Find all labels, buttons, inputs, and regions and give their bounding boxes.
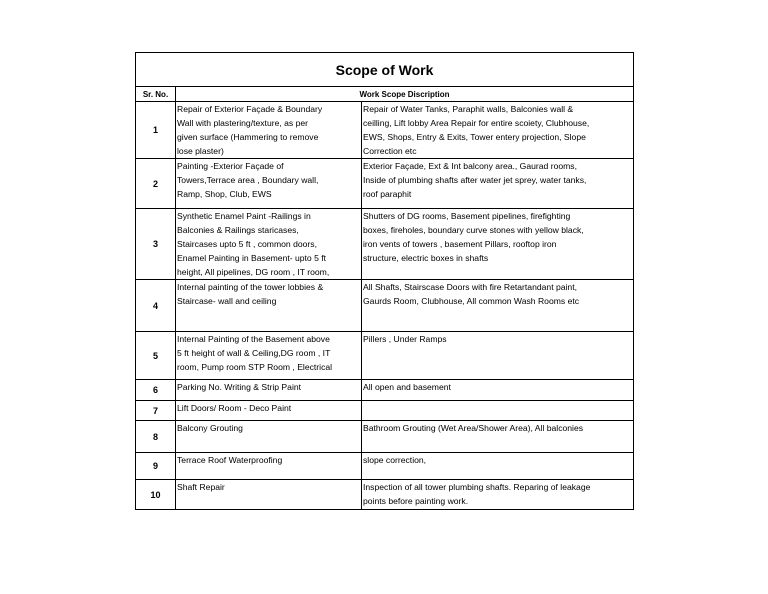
cell-line: Repair of Exterior Façade & Boundary [177,104,323,114]
sr-no-cell: 4 [136,280,176,332]
work-scope-cell [362,102,634,159]
table-row [136,453,634,480]
cell-line: Exterior Façade, Ext & Int balcony area., Gaurad rooms, [363,161,577,171]
cell-line: structure, electric boxes in shafts [363,253,489,263]
table-row [136,380,634,401]
cell-line: Pillers , Under Ramps [363,334,447,344]
sr-no-cell: 10 [136,480,176,510]
sr-no-cell: 3 [136,209,176,280]
sr-no-cell: 6 [136,380,176,401]
work-item-cell [176,280,362,332]
work-scope-cell [362,159,634,209]
table-row [136,480,634,510]
cell-line: Wall with plastering/texture, as per [177,118,309,128]
table-row [136,401,634,421]
cell-line: All open and basement [363,382,451,392]
cell-line: Enamel Painting in Basement- upto 5 ft [177,253,327,263]
cell-line: roof paraphit [363,189,412,199]
page-title: Scope of Work [136,53,634,87]
cell-line: points before painting work. [363,496,469,506]
header-row [136,87,634,102]
header-work-scope: Work Scope Discription [176,87,634,102]
cell-line: given surface (Hammering to remove [177,132,319,142]
work-scope-cell [362,421,634,453]
work-item-cell [176,332,362,380]
cell-line: Correction etc [363,146,417,156]
work-scope-cell [362,280,634,332]
work-item-cell [176,102,362,159]
sr-no-cell: 8 [136,421,176,453]
work-item-cell [176,159,362,209]
work-scope-cell [362,332,634,380]
table-row [136,209,634,280]
cell-line: Parking No. Writing & Strip Paint [177,382,302,392]
cell-line: Inspection of all tower plumbing shafts. Reparing of leakage [363,482,591,492]
sr-no-cell: 2 [136,159,176,209]
cell-line: slope correction, [363,455,427,465]
cell-line: Repair of Water Tanks, Paraphit walls, Balconies wall & [363,104,574,114]
cell-line: iron vents of towers , basement Pillars, rooftop iron [363,239,557,249]
cell-line: Staircases upto 5 ft , common doors, [177,239,317,249]
table-row [136,421,634,453]
table-row [136,280,634,332]
cell-line: Inside of plumbing shafts after water jet sprey, water tanks, [363,175,587,185]
cell-line: Painting -Exterior Façade of [177,161,284,171]
work-item-cell [176,480,362,510]
cell-line: boxes, fireholes, boundary curve stones with yellow black, [363,225,584,235]
header-sr-no: Sr. No. [136,87,176,102]
sr-no-cell: 7 [136,401,176,421]
cell-line: Shutters of DG rooms, Basement pipelines, firefighting [363,211,571,221]
scope-table [135,52,634,510]
work-item-cell [176,453,362,480]
cell-line: room, Pump room STP Room , Electrical [177,362,333,372]
cell-line: Balcony Grouting [177,423,243,433]
work-item-cell [176,421,362,453]
work-scope-cell [362,380,634,401]
cell-line: Staircase- wall and ceiling [177,296,277,306]
cell-line: Bathroom Grouting (Wet Area/Shower Area), All balconies [363,423,584,433]
cell-line: Internal painting of the tower lobbies & [177,282,324,292]
cell-line: All Shafts, Stairscase Doors with fire Retartandant paint, [363,282,577,292]
cell-line: height, All pipelines, DG room , IT room, [177,267,330,277]
table-row [136,102,634,159]
cell-line: 5 ft height of wall & Ceiling,DG room , IT [177,348,331,358]
work-scope-cell [362,453,634,480]
cell-line: Towers,Terrace area , Boundary wall, [177,175,319,185]
cell-line: Lift Doors/ Room - Deco Paint [177,403,292,413]
work-item-cell [176,401,362,421]
cell-line: ceilling, Lift lobby Area Repair for entire scoiety, Clubhouse, [363,118,590,128]
table-row [136,332,634,380]
cell-line: Balconies & Railings staricases, [177,225,299,235]
cell-line: Internal Painting of the Basement above [177,334,330,344]
cell-line: Gaurds Room, Clubhouse, All common Wash Rooms etc [363,296,580,306]
sr-no-cell: 5 [136,332,176,380]
work-scope-cell [362,209,634,280]
cell-line: Terrace Roof Waterproofing [177,455,283,465]
cell-line: Shaft Repair [177,482,225,492]
sr-no-cell: 9 [136,453,176,480]
work-item-cell [176,380,362,401]
sr-no-cell: 1 [136,102,176,159]
cell-line: lose plaster) [177,146,224,156]
cell-line: Ramp, Shop, Club, EWS [177,189,272,199]
title-row [136,53,634,87]
work-scope-cell [362,480,634,510]
table-row [136,159,634,209]
scope-of-work-sheet [135,52,633,510]
work-item-cell [176,209,362,280]
cell-line: Synthetic Enamel Paint -Railings in [177,211,311,221]
cell-line: EWS, Shops, Entry & Exits, Tower entery projection, Slope [363,132,586,142]
work-scope-cell [362,401,634,421]
